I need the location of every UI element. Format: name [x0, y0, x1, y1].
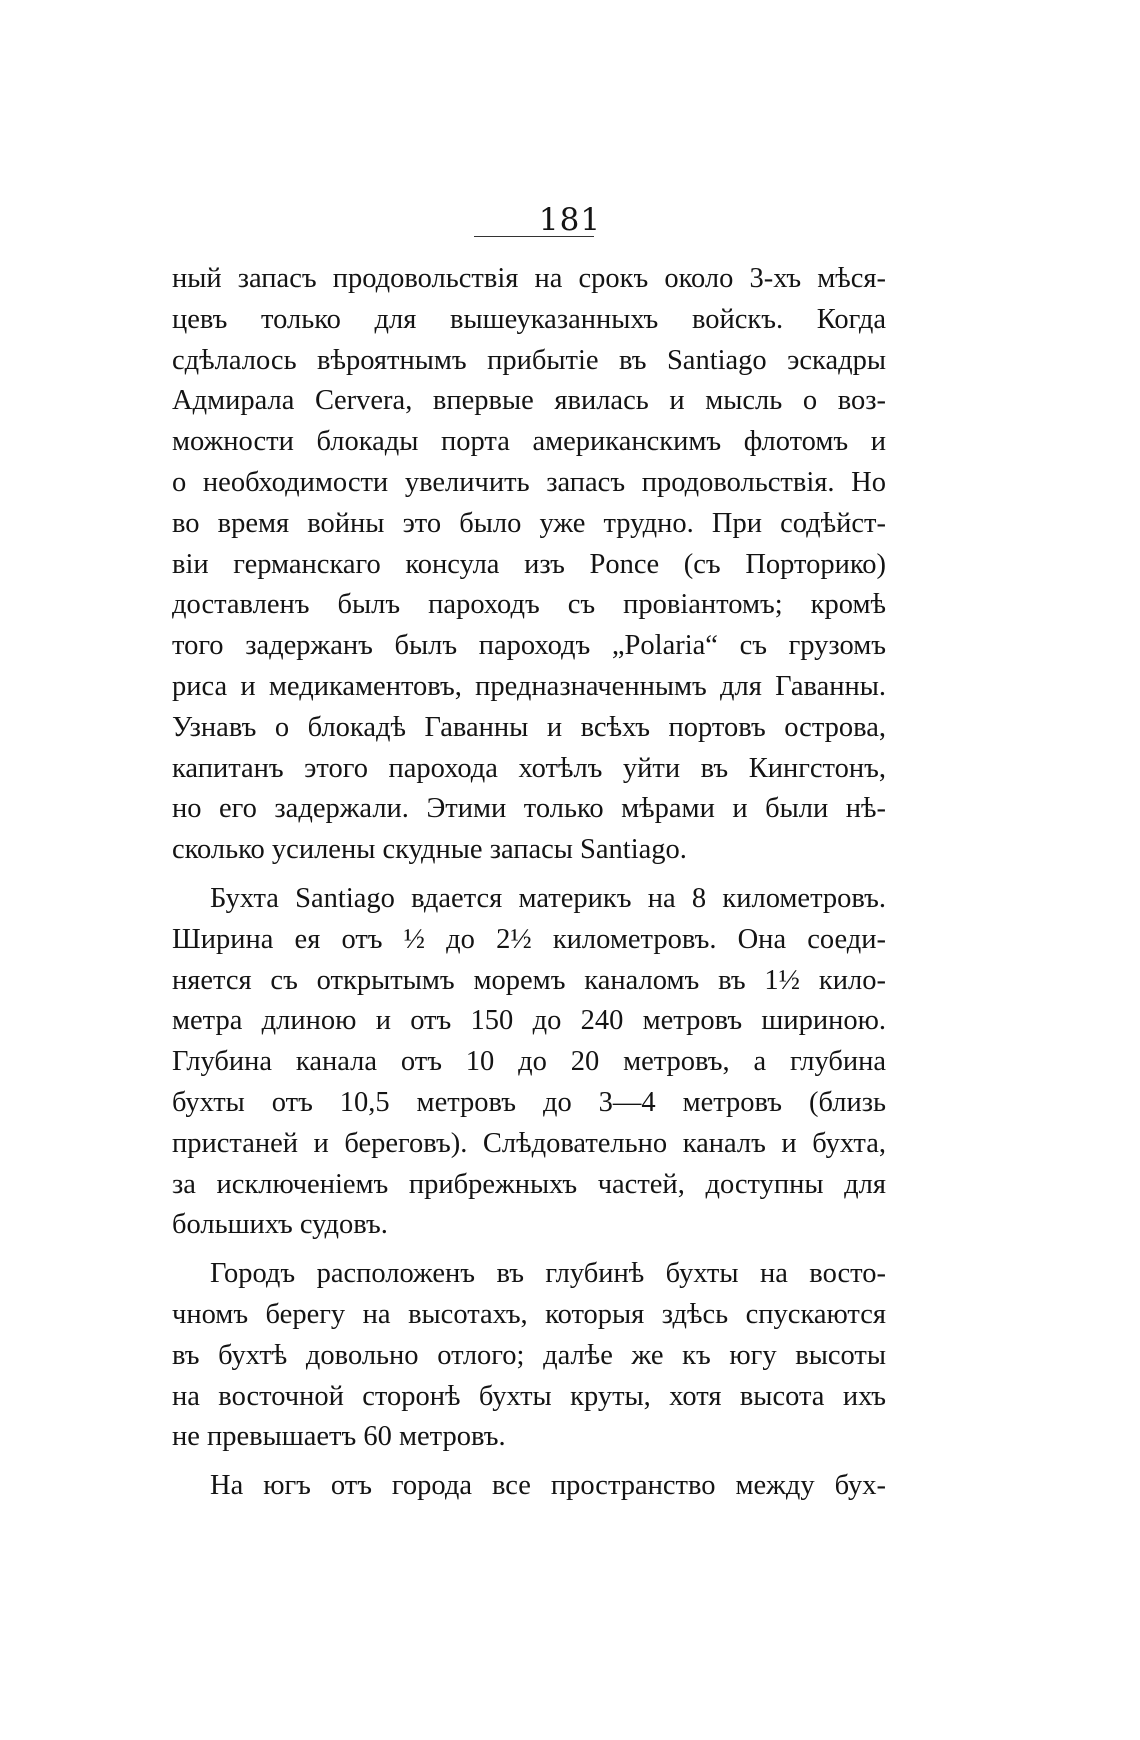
text-line: въ бухтѣ довольно отлого; далѣе же къ югу высоты [172, 1339, 886, 1371]
text-line: цевъ только для вышеуказанныхъ войскъ. Когда [172, 303, 886, 335]
text-line: на восточной сторонѣ бухты круты, хотя высота ихъ [172, 1380, 886, 1412]
text-line: сколько усилены скудные запасы Santiago. [172, 834, 687, 866]
text-line: метра длиною и отъ 150 до 240 метровъ шириною. [172, 1005, 886, 1037]
text-line: можности блокады порта американскимъ флотомъ и [172, 426, 886, 458]
text-line: віи германскаго консула изъ Ponce (съ Порторико) [172, 548, 886, 580]
text-line: пристаней и береговъ). Слѣдовательно каналъ и бухта, [172, 1127, 886, 1159]
text-line: Узнавъ о блокадѣ Гаванны и всѣхъ портовъ острова, [172, 711, 886, 743]
text-line: но его задержали. Этими только мѣрами и были нѣ- [172, 793, 886, 825]
paragraph-1 [172, 259, 886, 871]
text-line: Городъ расположенъ въ глубинѣ бухты на восто- [210, 1258, 886, 1290]
text-line: чномъ берегу на высотахъ, которыя здѣсь спускаются [172, 1298, 886, 1330]
text-line: няется съ открытымъ моремъ каналомъ въ 1½ кило- [172, 964, 886, 996]
text-line: Бухта Santiago вдается материкъ на 8 километровъ. [210, 882, 886, 914]
text-line: доставленъ былъ пароходъ съ провіантомъ; кромѣ [172, 589, 886, 621]
text-line: о необходимости увеличить запасъ продовольствія. Но [172, 466, 886, 498]
paragraph-4 [172, 1466, 886, 1507]
text-line: большихъ судовъ. [172, 1209, 388, 1241]
text-line: Ширина ея отъ ½ до 2½ километровъ. Она соеди- [172, 923, 886, 955]
text-line: не превышаетъ 60 метровъ. [172, 1421, 506, 1453]
text-line: Глубина канала отъ 10 до 20 метровъ, а глубина [172, 1046, 886, 1078]
text-body [172, 259, 886, 1515]
text-line: за исключеніемъ прибрежныхъ частей, доступны для [172, 1168, 886, 1200]
text-line: риса и медикаментовъ, предназначеннымъ для Гаванны. [172, 670, 886, 702]
text-line: Адмирала Cervera, впервые явилась и мысль о воз- [172, 385, 886, 417]
text-line: На югъ отъ города все пространство между бух- [210, 1470, 886, 1502]
page-number: 181 [538, 202, 602, 238]
paragraph-2 [172, 879, 886, 1246]
text-line: сдѣлалось вѣроятнымъ прибытіе въ Santiago эскадры [172, 344, 886, 376]
text-line: бухты отъ 10,5 метровъ до 3—4 метровъ (близь [172, 1086, 886, 1118]
paragraph-3 [172, 1254, 886, 1458]
text-line: капитанъ этого парохода хотѣлъ уйти въ Кингстонъ, [172, 752, 886, 784]
text-line: ный запасъ продовольствія на срокъ около 3-хъ мѣся- [172, 263, 886, 294]
text-line: во время войны это было уже трудно. При содѣйст- [172, 507, 886, 539]
text-line: того задержанъ былъ пароходъ „Polaria“ съ грузомъ [172, 630, 886, 662]
page-number-rule [474, 236, 594, 237]
